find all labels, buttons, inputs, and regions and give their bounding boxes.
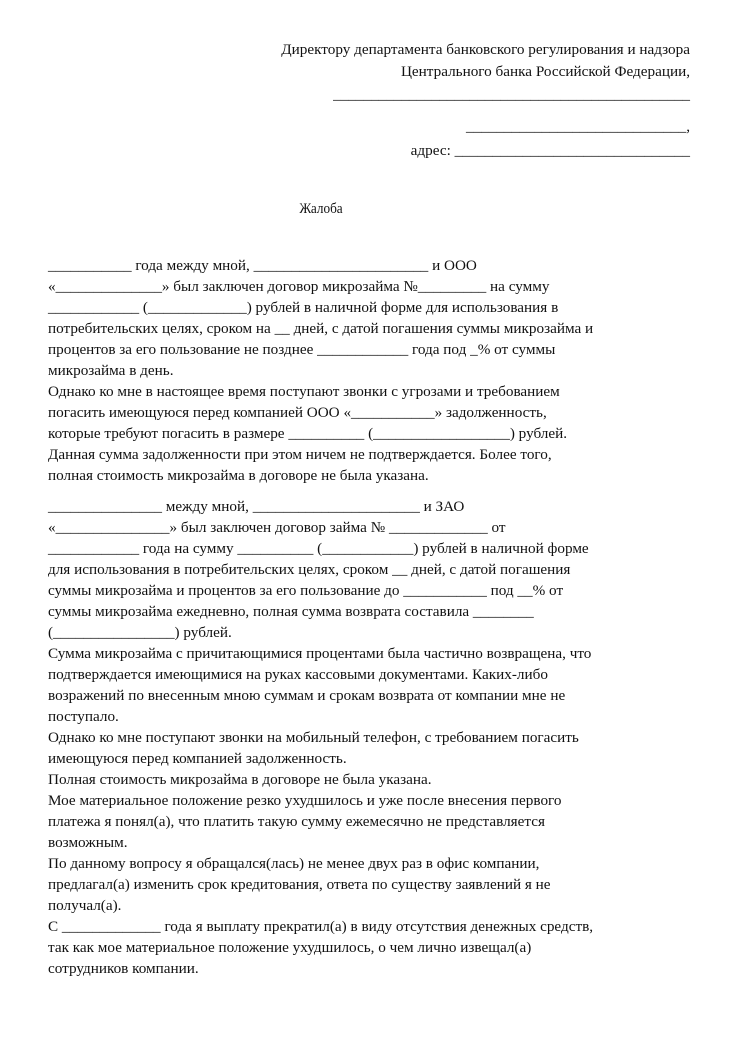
- text-line: По данному вопросу я обращался(лась) не менее двух раз в офис компании,: [48, 855, 540, 872]
- text-line: потребительских целях, сроком на __ дней, с датой погашения суммы микрозайма и: [48, 320, 594, 337]
- text-line: С _____________ года я выплату прекратил(а) в виду отсутствия денежных средств,: [48, 918, 594, 935]
- sender-name-line: _____________________________,: [465, 118, 690, 135]
- text-line: платежа я понял(а), что платить такую сумму ежемесячно не представляется: [48, 813, 545, 830]
- text-line: имеющуюся перед компанией задолженность.: [48, 750, 347, 767]
- text-line: суммы микрозайма и процентов за его пользование до ___________ под __% от: [48, 582, 564, 599]
- text-line: «_______________» был заключен договор займа № _____________ от: [48, 519, 506, 536]
- text-line: получал(а).: [48, 897, 122, 914]
- text-line: Однако ко мне в настоящее время поступают звонки с угрозами и требованием: [48, 383, 560, 400]
- addressee-line-2: Центрального банка Российской Федерации,: [400, 63, 690, 80]
- addressee-line-1: Директору департамента банковского регулирования и надзора: [281, 41, 690, 58]
- text-line: Полная стоимость микрозайма в договоре не была указана.: [48, 771, 432, 788]
- text-line: ____________ (_____________) рублей в наличной форме для использования в: [48, 299, 559, 316]
- text-line: Однако ко мне поступают звонки на мобильный телефон, с требованием погасить: [48, 729, 579, 746]
- text-line: которые требуют погасить в размере __________ (__________________) рублей.: [48, 425, 568, 442]
- text-line: ____________ года на сумму __________ (____________) рублей в наличной форме: [48, 540, 589, 557]
- text-line: «______________» был заключен договор микрозайма №_________ на сумму: [48, 278, 550, 295]
- text-line: возможным.: [48, 834, 128, 851]
- text-line: суммы микрозайма ежедневно, полная сумма возврата составила ________: [48, 603, 534, 620]
- text-line: Сумма микрозайма с причитающимися процентами была частично возвращена, что: [48, 645, 592, 662]
- text-line: так как мое материальное положение ухудшилось, о чем лично извещал(а): [48, 939, 532, 956]
- text-line: ___________ года между мной, _______________________ и ООО: [48, 257, 477, 274]
- text-line: (________________) рублей.: [48, 624, 232, 641]
- addressee-blank-line: _______________________________________________: [333, 86, 690, 103]
- text-line: процентов за его пользование не позднее ____________ года под _% от суммы: [48, 341, 556, 358]
- text-line: Данная сумма задолженности при этом ничем не подтверждается. Более того,: [48, 446, 552, 463]
- text-line: подтверждается имеющимися на руках кассовыми документами. Каких-либо: [48, 666, 548, 683]
- text-line: полная стоимость микрозайма в договоре не была указана.: [48, 467, 429, 484]
- text-line: микрозайма в день.: [48, 362, 174, 379]
- text-line: поступало.: [48, 708, 119, 725]
- text-line: для использования в потребительских целях, сроком __ дней, с датой погашения: [48, 561, 571, 578]
- text-line: предлагал(а) изменить срок кредитования, ответа по существу заявлений я не: [48, 876, 551, 893]
- text-line: погасить имеющуюся перед компанией ООО «___________» задолженность,: [48, 404, 547, 421]
- sender-address-line: адрес: _______________________________: [410, 142, 690, 159]
- text-line: возражений по внесенным мною суммам и срокам возврата от компании мне не: [48, 687, 566, 704]
- document-title: Жалоба: [299, 200, 343, 217]
- text-line: _______________ между мной, ______________________ и ЗАО: [48, 498, 465, 515]
- text-line: сотрудников компании.: [48, 960, 199, 977]
- text-line: Мое материальное положение резко ухудшилось и уже после внесения первого: [48, 792, 562, 809]
